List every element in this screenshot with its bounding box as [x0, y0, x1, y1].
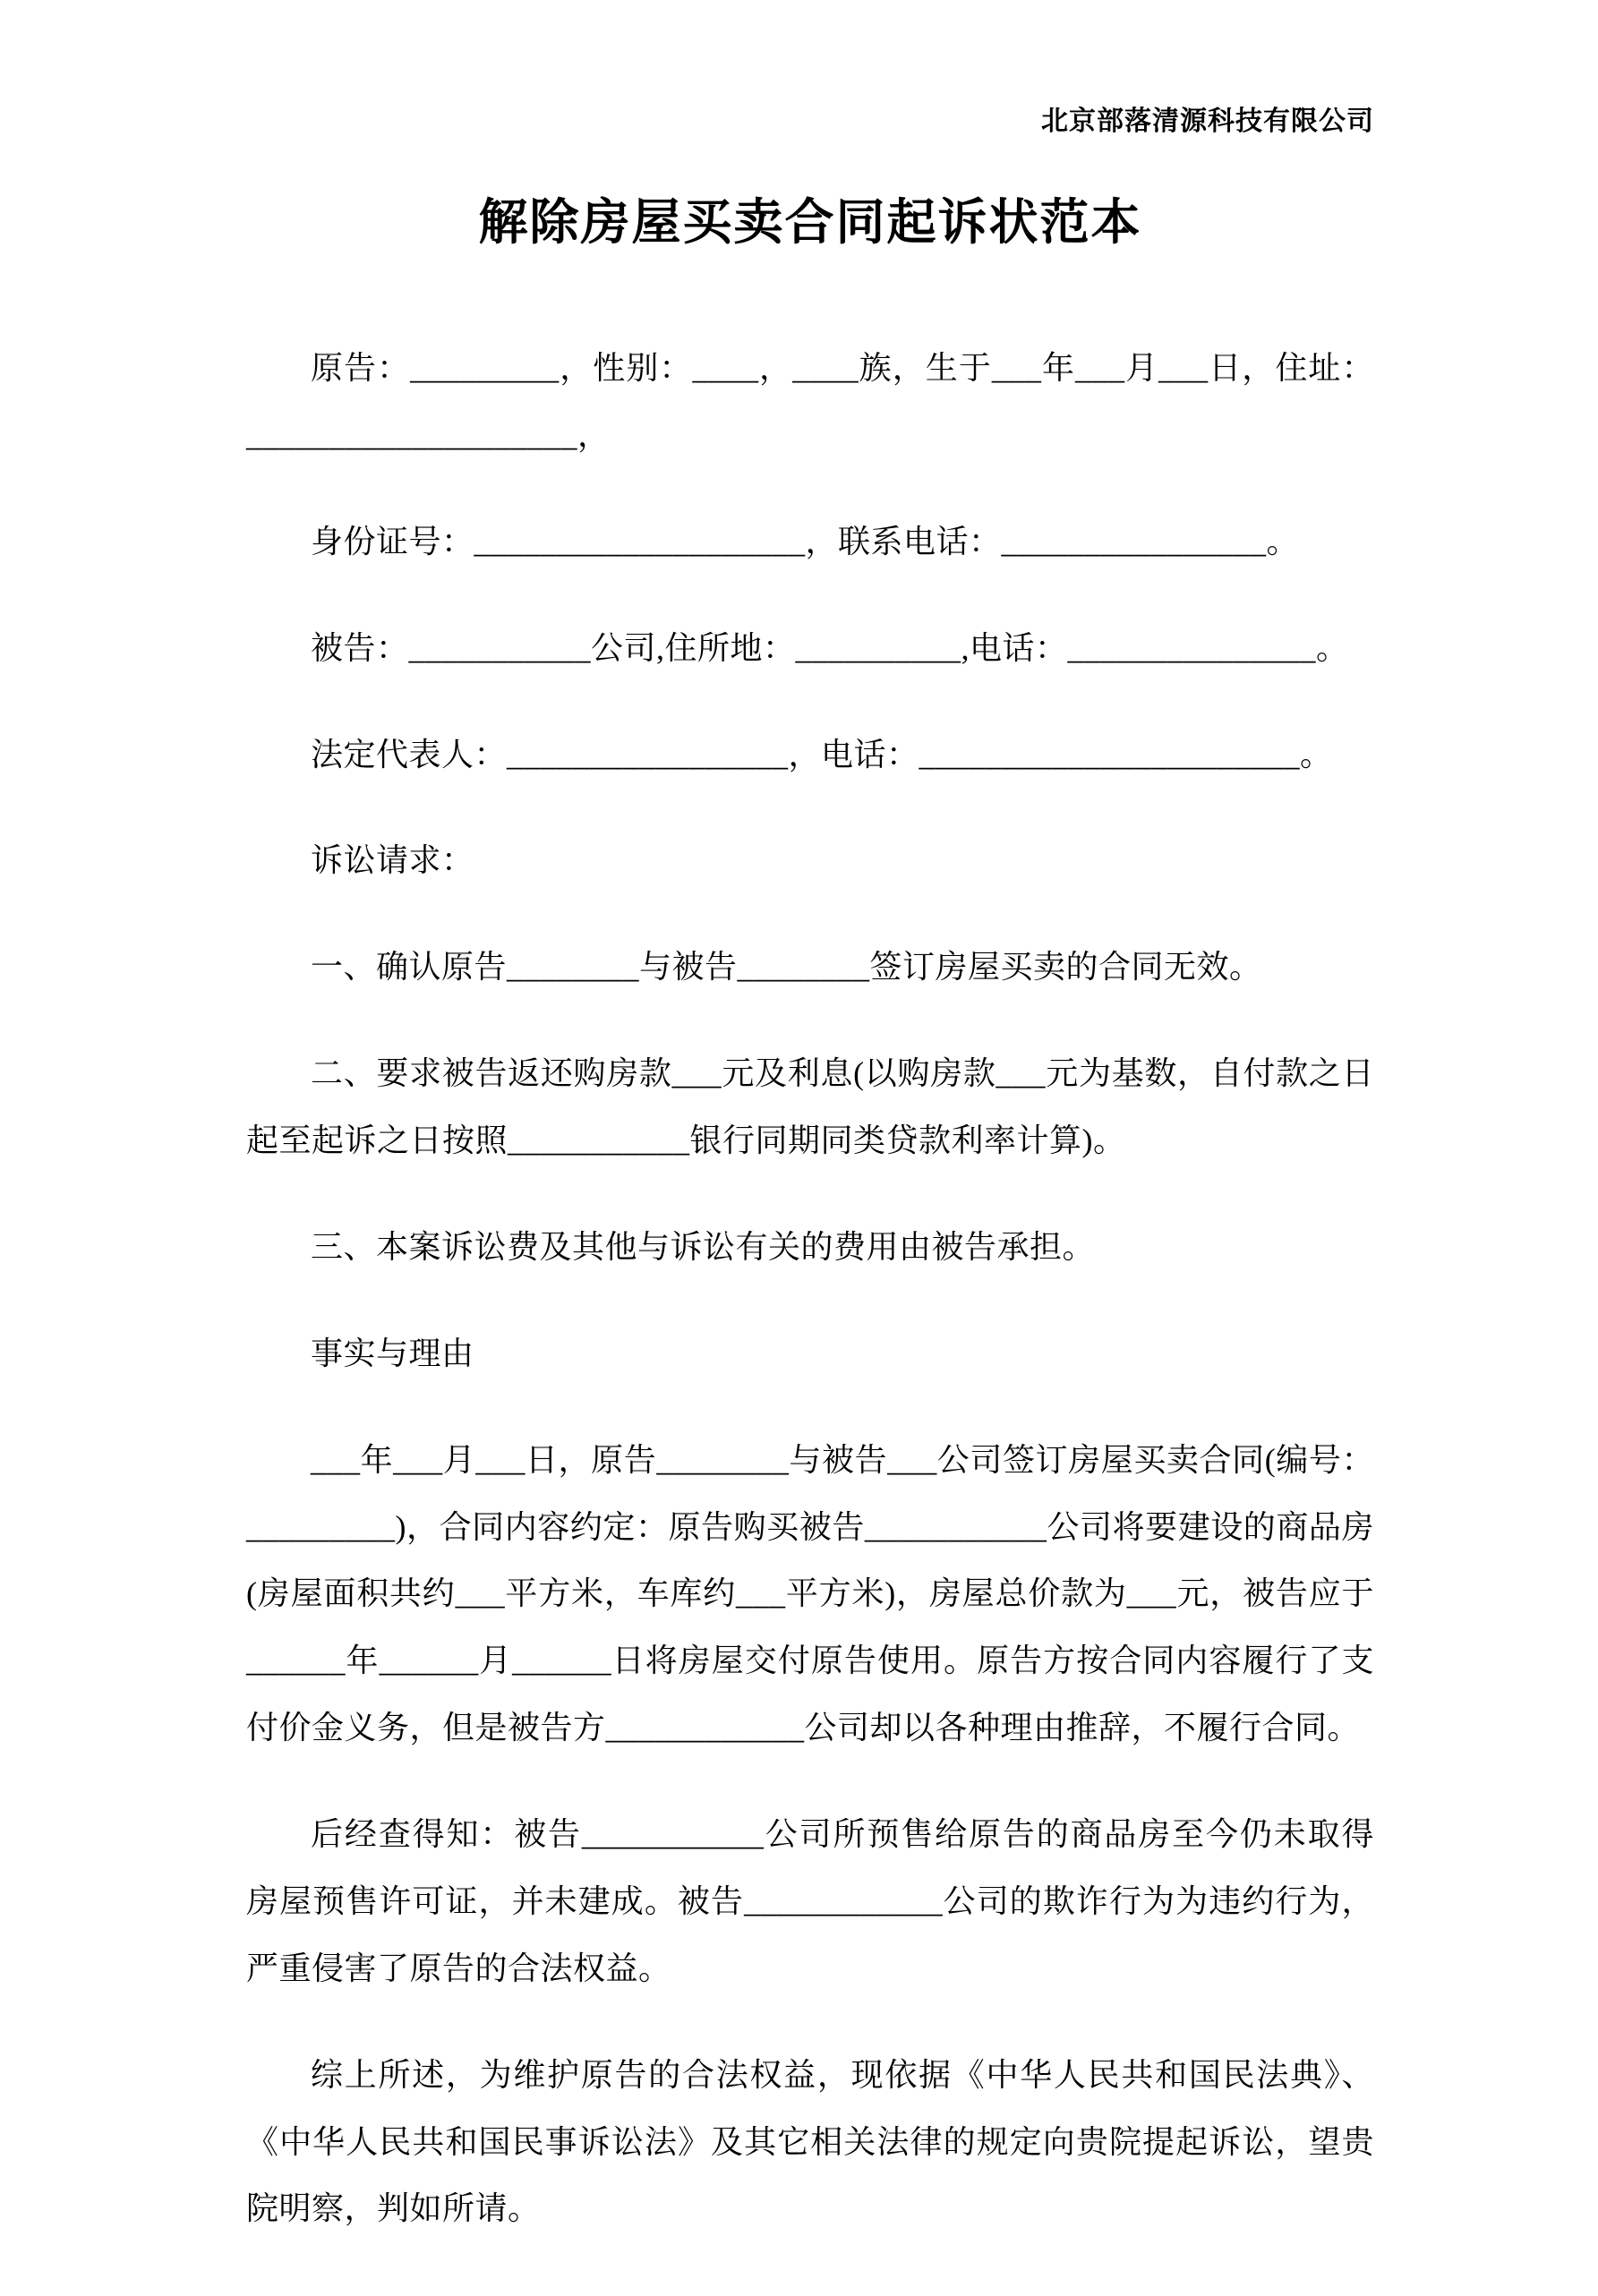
paragraph-conclusion: 综上所述，为维护原告的合法权益，现依据《中华人民共和国民法典》、《中华人民共和国民事诉讼法》及其它相关法律的规定向贵院提起诉讼，望贵院明察，判如所请。: [246, 2056, 1374, 2227]
section-facts-heading: 事实与理由: [311, 1335, 474, 1371]
document-title: 解除房屋买卖合同起诉状范本: [478, 195, 1142, 250]
paragraph-facts-1: ___年___月___日，原告________与被告___公司签订房屋买卖合同(编号：_________)，合同内容约定：原告购买被告___________公司将要建设的商品房(房屋面积共约___平方米，车库约___平方米)，房屋总价款为___元，被告应于______年______月______日将房屋交付原告使用。原告方按合同内容履行了支付价金义务，但是被告方____________公司却以各种理由推辞，不履行合同。: [246, 1441, 1374, 1746]
paragraph-defendant-info: 被告：___________公司,住所地：__________,电话：_______________。: [311, 629, 1349, 666]
paragraph-facts-2: 后经查得知：被告___________公司所预售给原告的商品房至今仍未取得房屋预售许可证，并未建成。被告____________公司的欺诈行为为违约行为，严重侵害了原告的合法权益。: [246, 1816, 1374, 1986]
paragraph-id-contact: 身份证号：____________________，联系电话：________________。: [311, 523, 1300, 559]
company-header: 北京部落清源科技有限公司: [1041, 107, 1374, 136]
document-body: [246, 335, 1374, 2242]
section-claims-heading: 诉讼请求：: [311, 842, 474, 879]
paragraph-claim-3: 三、本案诉讼费及其他与诉讼有关的费用由被告承担。: [311, 1228, 1096, 1265]
paragraph-legal-representative: 法定代表人：_________________，电话：_______________________。: [311, 736, 1333, 772]
paragraph-plaintiff-info: 原告：_________，性别：____，____族，生于___年___月___日，住址：____________________，: [246, 350, 1374, 453]
paragraph-claim-1: 一、确认原告________与被告________签订房屋买卖的合同无效。: [311, 949, 1262, 986]
paragraph-claim-2: 二、要求被告返还购房款___元及利息(以购房款___元为基数，自付款之日起至起诉之日按照___________银行同期同类贷款利率计算)。: [246, 1055, 1374, 1158]
